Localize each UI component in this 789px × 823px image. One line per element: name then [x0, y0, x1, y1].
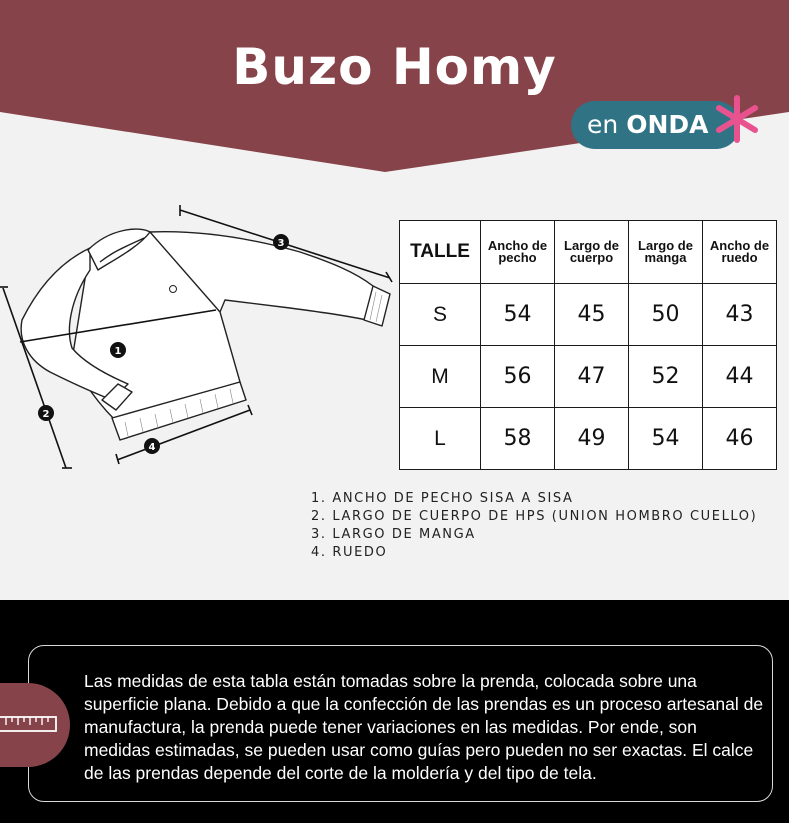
marker-1: 1 — [114, 346, 122, 357]
value-cell: 45 — [555, 284, 629, 346]
value-cell: 58 — [481, 408, 555, 470]
value-cell: 50 — [629, 284, 703, 346]
brand-logo-bold: ONDA — [626, 110, 709, 139]
value-cell: 46 — [703, 408, 777, 470]
brand-logo-regular: en — [587, 110, 627, 139]
value-cell: 52 — [629, 346, 703, 408]
header-ancho-pecho: Ancho de pecho — [481, 221, 555, 284]
table-row — [400, 284, 777, 346]
value-cell: 49 — [555, 408, 629, 470]
header-talle: TALLE — [400, 221, 481, 284]
value-cell: 54 — [481, 284, 555, 346]
table-row — [400, 408, 777, 470]
value-cell: 56 — [481, 346, 555, 408]
size-cell: L — [400, 408, 481, 470]
legend-item: 1. ANCHO DE PECHO SISA A SISA — [311, 491, 574, 506]
page-title: Buzo Homy — [232, 38, 557, 96]
header-largo-cuerpo: Largo de cuerpo — [555, 221, 629, 284]
legend-item: 2. LARGO DE CUERPO DE HPS (UNION HOMBRO CUELLO) — [311, 509, 758, 524]
measurement-legend — [311, 490, 757, 562]
marker-3: 3 — [277, 238, 285, 249]
value-cell: 54 — [629, 408, 703, 470]
size-cell: M — [400, 346, 481, 408]
header-ancho-ruedo: Ancho de ruedo — [703, 221, 777, 284]
value-cell: 44 — [703, 346, 777, 408]
marker-2: 2 — [42, 409, 50, 420]
ruler-icon — [0, 683, 70, 767]
legend-item: 4. RUEDO — [311, 545, 388, 560]
size-cell: S — [400, 284, 481, 346]
table-row — [400, 346, 777, 408]
size-table — [399, 220, 777, 470]
sweater-diagram — [0, 195, 400, 480]
table-header-row — [400, 221, 777, 284]
header-largo-manga: Largo de manga — [629, 221, 703, 284]
asterisk-star-icon — [712, 94, 762, 144]
marker-4: 4 — [148, 442, 156, 453]
value-cell: 47 — [555, 346, 629, 408]
value-cell: 43 — [703, 284, 777, 346]
brand-logo — [587, 110, 708, 139]
legend-item: 3. LARGO DE MANGA — [311, 527, 476, 542]
notice-text: Las medidas de esta tabla están tomadas sobre la prenda, colocada sobre una superficie plana. Debido a que la confección de las prendas es un proceso artesanal de manufactura, la prenda puede tener variaciones en las medidas. Por ende, son medidas estimadas, se pueden usar como guías pero pueden no ser exactas. El calce de las prendas depende del corte de la moldería y del tipo de tela. — [84, 671, 764, 783]
